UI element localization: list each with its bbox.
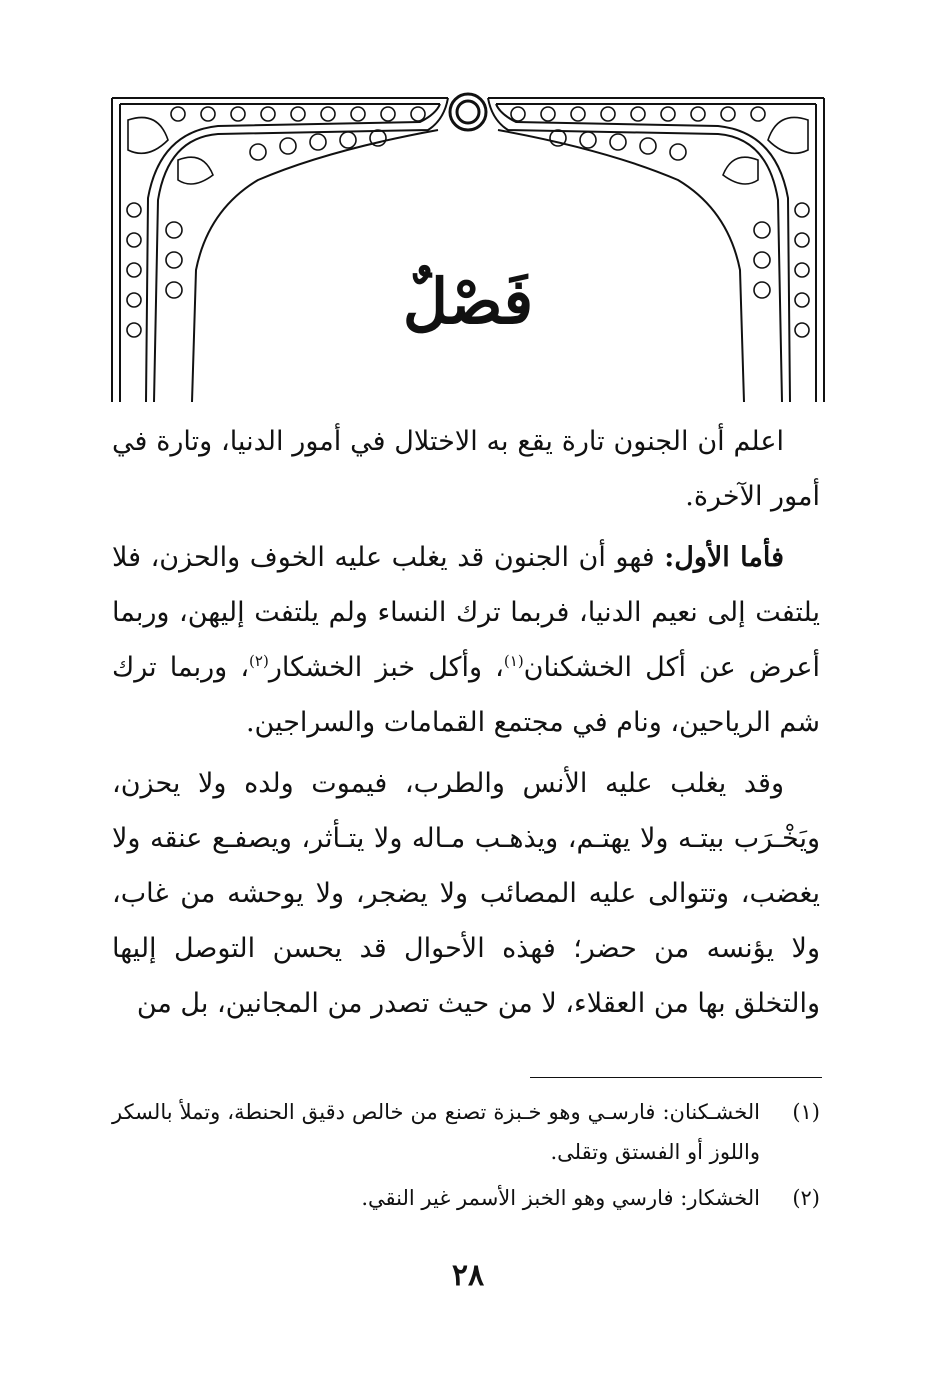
paragraph-2-lead: فأما الأول: — [664, 542, 784, 573]
paragraph-2-text-c: ، وربما ترك شم الرياحين، ونام في مجتمع القمامات والسراجين. — [112, 652, 820, 738]
footnote-text: الخشكار: فارسي وهو الخبز الأسمر غير النقي. — [361, 1186, 760, 1210]
paragraph-2-text-b: ، وأكل خبز الخشكار — [268, 652, 504, 683]
footnote-text: الخشـكنان: فارسـي وهو خـبزة تصنع من خالص دقيق الحنطة، وتملأ بالسكر واللوز أو الفستق وتقلى. — [112, 1100, 760, 1164]
footnote-ref-2[interactable]: (٢) — [249, 652, 269, 670]
paragraph-2 — [112, 530, 820, 750]
paragraph-3: وقد يغلب عليه الأنس والطرب، فيموت ولده ولا يحزن، ويَخْـرَب بيتـه ولا يهتـم، ويذهـب مـاله ولا يتـأثر، ويصفـع عنقه ولا يغضب، وتتوالى عليه المصائب ولا يضجر، ولا يوحشه من غاب، ولا يؤنسه من حضر؛ فهذه الأحوال قد يحسن التوصل إليها والتخلق بها من العقلاء، لا من حيث تصدر من المجانين، بل من — [112, 768, 820, 1019]
footnote-1 — [112, 1092, 820, 1172]
ornamental-frame-icon — [108, 90, 828, 405]
chapter-heading: فَصْلٌ — [402, 265, 534, 338]
paragraph-1: اعلم أن الجنون تارة يقع به الاختلال في أمور الدنيا، وتارة في أمور الآخرة. — [112, 426, 820, 512]
footnote-divider — [530, 1077, 822, 1078]
footnote-ref-1[interactable]: (١) — [503, 652, 524, 670]
footnote-number: (٢) — [792, 1186, 820, 1210]
page-number: ٢٨ — [451, 1258, 485, 1293]
footnotes — [112, 1092, 820, 1224]
footnote-2 — [112, 1178, 820, 1218]
main-text — [112, 414, 820, 1037]
footnote-number: (١) — [792, 1100, 820, 1124]
paragraph-2-text-a: فهو أن الجنون قد يغلب عليه الخوف والحزن، فلا يلتفت إلى نعيم الدنيا، فربما ترك النساء ولم يلتفت إليهن، وربما أعرض عن أكل الخشكنان — [112, 542, 820, 683]
